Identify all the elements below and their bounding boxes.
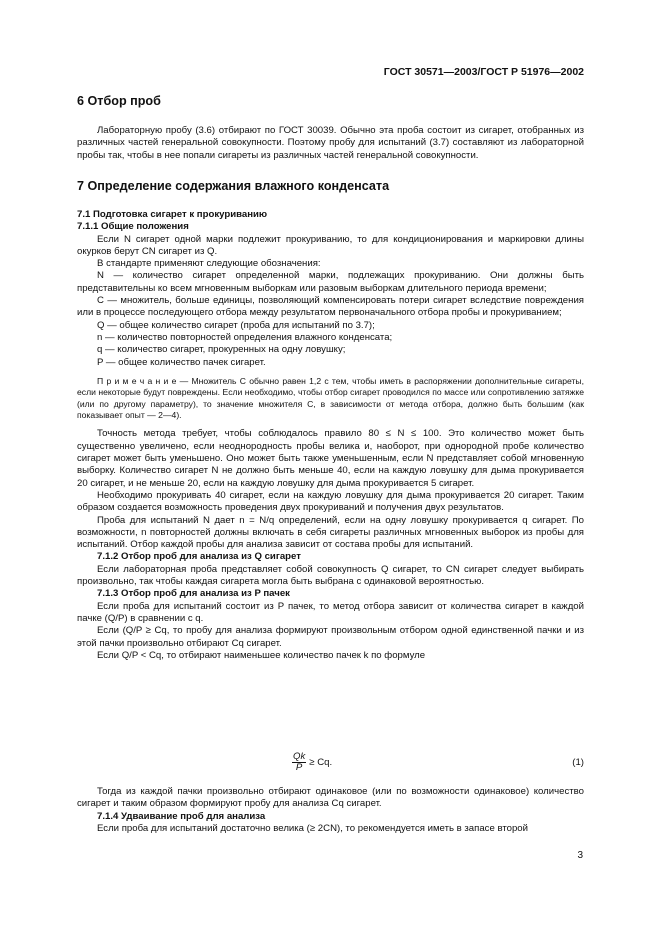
paragraph: Лабораторную пробу (3.6) отбирают по ГОСТ 30039. Обычно эта проба состоит из сигарет, отобранных из различных частей генеральной совокупности. Поэтому пробу для испытаний (3.7) составляют из лабораторной пробы так, чтобы в нее попали сигареты из различных частей генеральной совокупности. [77, 125, 584, 161]
paragraph: Если проба для испытаний состоит из P пачек, то метод отбора зависит от количества сигарет в каждой пачке (Q/P) в сравнении с q. [77, 600, 584, 624]
paragraph: Точность метода требует, чтобы соблюдалось правило 80 ≤ N ≤ 100. Это количество может быть существенно увеличено, если неоднородность пробы велика и, наоборот, при однородной пробе количество сигарет может быть уменьшено. Оно может быть также уменьшенным, если N представляет собой мгновенную выборку. Количество сигарет N не должно быть меньше 40, если на каждую ловушку для дыма прокуривается 20 сигарет, и не меньше 20, если на каждую ловушку для дыма прокуривается 5 сигарет. [77, 428, 584, 489]
formula-denominator: P [295, 762, 303, 773]
formula-number: (1) [572, 757, 584, 768]
subsection-7-1-heading: 7.1 Подготовка сигарет к прокуриванию [77, 209, 268, 220]
paragraph: Тогда из каждой пачки произвольно отбирают одинаковое (или по возможности одинаковое) количество сигарет и таким образом формируют пробу для анализа Cq сигарет. [77, 786, 584, 810]
subsection-7-1-1-heading: 7.1.1 Общие положения [77, 221, 189, 233]
definition-item: Q — общее количество сигарет (проба для испытаний по 3.7); [97, 319, 375, 331]
paragraph: Необходимо прокуривать 40 сигарет, если на каждую ловушку для дыма прокуривается 20 сигарет. Таким образом создается возможность проведения двух прокуриваний и получения двух результатов. [77, 489, 584, 514]
definition-item: P — общее количество пачек сигарет. [97, 356, 266, 368]
formula-numerator: Qk [293, 751, 306, 762]
subsection-7-1-4-heading: 7.1.4 Удваивание проб для анализа [97, 810, 266, 822]
paragraph: Если Q/P < Cq, то отбирают наименьшее количество пачек k по формуле [97, 649, 426, 661]
paragraph: Если проба для испытаний достаточно велика (≥ 2CN), то рекомендуется иметь в запасе второй [97, 822, 528, 834]
section-7-body [77, 209, 584, 662]
note-text: — Множитель C обычно равен 1,2 с тем, чтобы иметь в распоряжении дополнительные сигареты, если некоторые будут повреждены. Если необходимо, чтобы отбор сигарет проводился по массе или сопротивлению затяжке (или по другому параметру), то значение множителя C, в зависимости от метода отбора, должно быть большим (как показывает опыт — 2—4). [77, 375, 584, 421]
definition-item: C — множитель, больше единицы, позволяющий компенсировать потери сигарет вследствие повреждения или в процессе последующего отбора между результатом первоначального отбора пробы и прокуриванием; [77, 295, 584, 319]
paragraph: Если (Q/P ≥ Cq, то пробу для анализа формируют произвольным отбором одной единственной пачки и из этой пачки произвольно отбирают Cq сигарет. [77, 625, 584, 649]
note-label: П р и м е ч а н и е [97, 375, 177, 386]
subsection-7-1-2-heading: 7.1.2 Отбор проб для анализа из Q сигарет [97, 551, 301, 563]
definition-item: q — количество сигарет, прокуренных на одну ловушку; [97, 344, 346, 356]
paragraph: В стандарте применяют следующие обозначения: [97, 258, 321, 270]
formula-rhs: ≥ Cq. [309, 757, 333, 769]
paragraph: Если N сигарет одной марки подлежит прокуриванию, то для кондиционирования и маркировки длины окурков берут CN сигарет из Q. [77, 233, 584, 257]
note [77, 376, 584, 422]
section-6-body [77, 125, 584, 162]
paragraph: Если лабораторная проба представляет собой совокупность Q сигарет, то CN сигарет следует выбирать произвольно, так чтобы каждая сигарета могла быть выбрана с одинаковой вероятностью. [77, 563, 584, 588]
section-6-heading: 6 Отбор проб [77, 94, 161, 108]
section-7-body-cont [77, 786, 584, 835]
page-number: 3 [577, 850, 583, 861]
paragraph: Проба для испытаний N дает n = N/q определений, если на одну ловушку прокуривается q сигарет. По возможности, n повторностей должны включать в себя сигареты различных мгновенных выборок из пробы для испытаний. Отбор каждой пробы для анализа зависит от состава пробы для испытаний. [77, 514, 584, 551]
formula-1 [292, 752, 332, 773]
definition-item: N — количество сигарет определенной марки, подлежащих прокуриванию. Они должны быть представительны ко всем мгновенным выборкам или разовым выборкам длительного периода времени; [77, 270, 584, 294]
formula-fraction [292, 752, 306, 773]
section-7-heading: 7 Определение содержания влажного конденсата [77, 179, 390, 193]
definition-item: n — количество повторностей определения влажного конденсата; [97, 331, 393, 343]
standard-header: ГОСТ 30571—2003/ГОСТ Р 51976—2002 [383, 66, 584, 78]
subsection-7-1-3-heading: 7.1.3 Отбор проб для анализа из P пачек [97, 588, 290, 600]
